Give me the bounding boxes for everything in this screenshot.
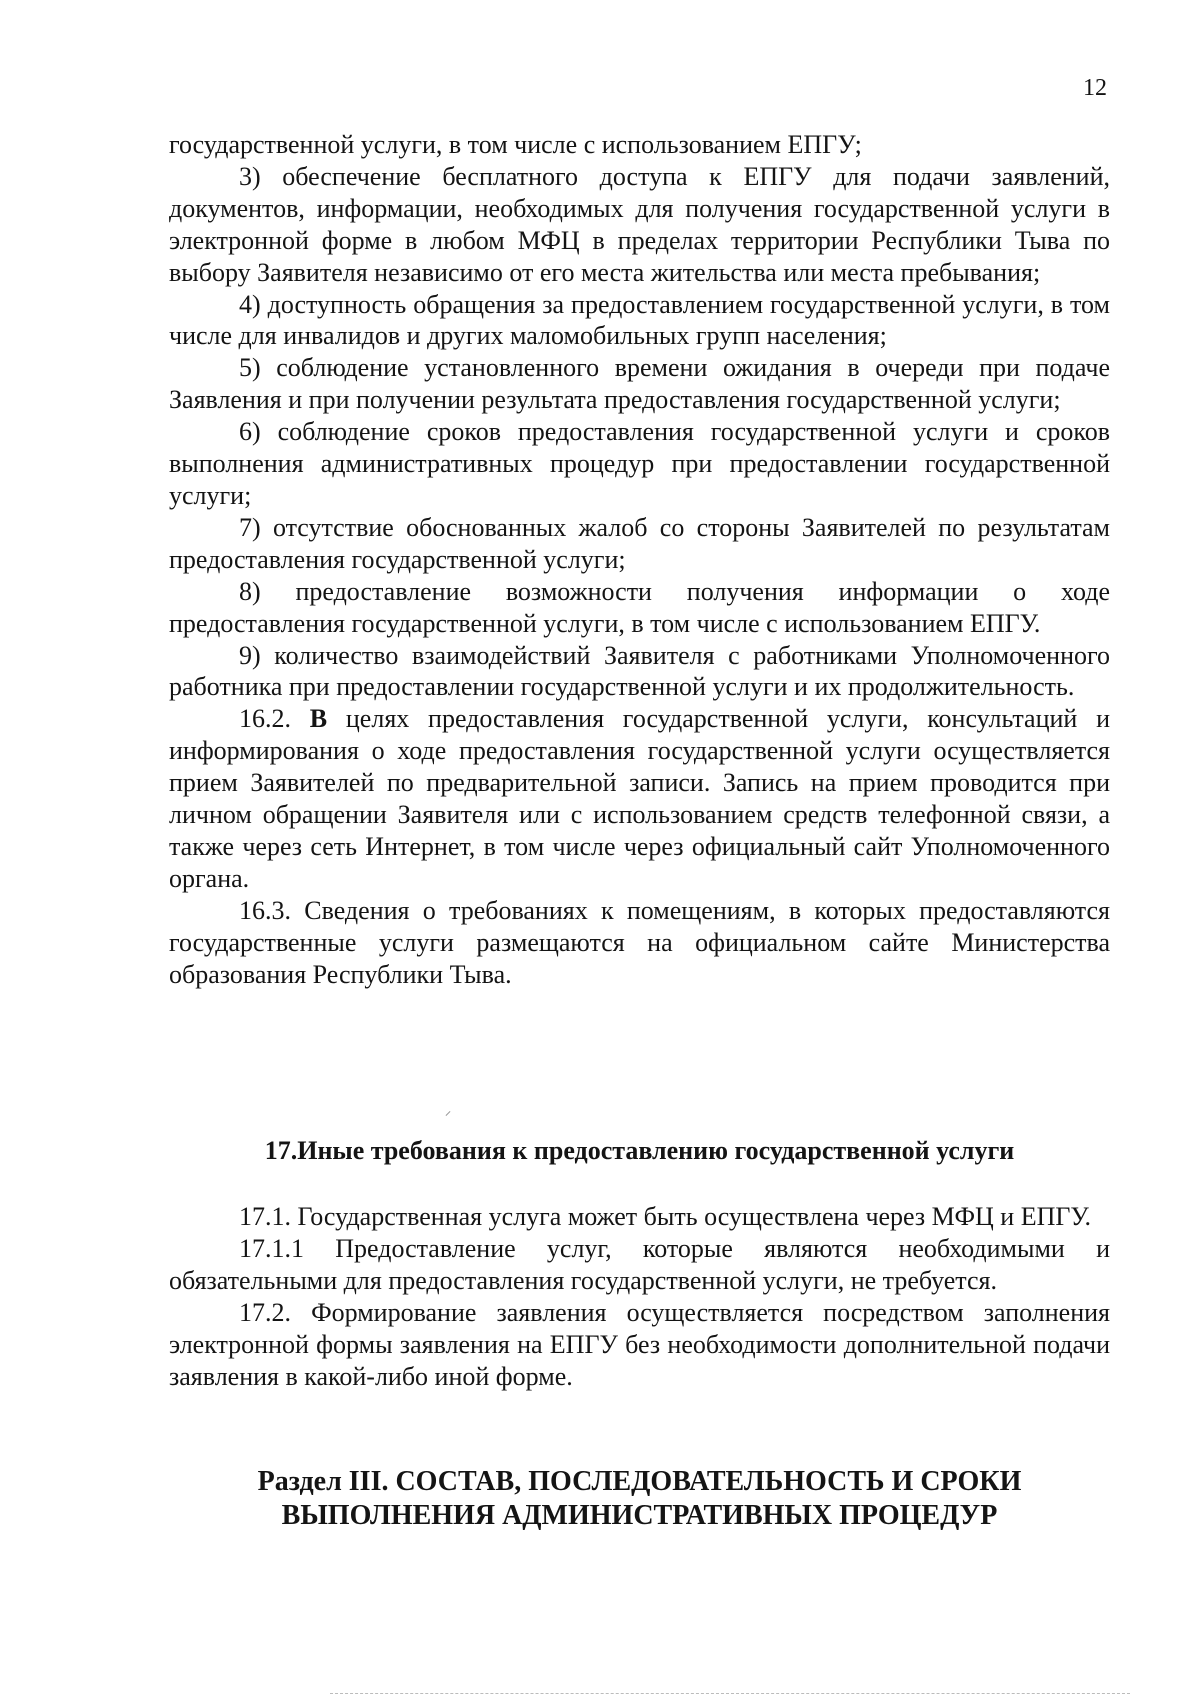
paragraph: 9) количество взаимодействий Заявителя с работниками Уполномоченного работника при предоставлении государственной услуги и их продолжительность. [169, 640, 1110, 702]
paragraph: 5) соблюдение установленного времени ожидания в очереди при подаче Заявления и при получении результата предоставления государственной услуги; [169, 353, 1110, 415]
paragraph-prefix: 16.2. [239, 704, 310, 734]
paragraph: 3) обеспечение бесплатного доступа к ЕПГУ для подачи заявлений, документов, информации, необходимых для получения государственной услуги в электронной форме в любом МФЦ в пределах территории Республики Тыва по выбору Заявителя независимо от его места жительства или места пребывания; [169, 161, 1110, 287]
paragraph: 8) предоставление возможности получения информации о ходе предоставления государственной услуги, в том числе с использованием ЕПГУ. [169, 576, 1110, 638]
text-block-section-16 [169, 129, 1110, 990]
section-title-3 [169, 1465, 1110, 1533]
scan-artifact-line [330, 1693, 1130, 1694]
paragraph-16-2 [169, 703, 1110, 894]
text-block-section-17 [169, 1201, 1110, 1392]
paragraph-rest: целях предоставления государственной услуги, консультаций и информирования о ходе предоставления государственной услуги осуществляется прием Заявителей по предварительной записи. Запись на прием проводится при личном обращении Заявителя или с использованием средств телефонной связи, а также через сеть Интернет, в том числе через официальный сайт Уполномоченного органа. [169, 704, 1111, 893]
section-title-line-2: ВЫПОЛНЕНИЯ АДМИНИСТРАТИВНЫХ ПРОЦЕДУР [281, 1500, 998, 1531]
paragraph: 7) отсутствие обоснованных жалоб со стороны Заявителей по результатам предоставления государственной услуги; [169, 512, 1110, 574]
paragraph: 6) соблюдение сроков предоставления государственной услуги и сроков выполнения административных процедур при предоставлении государственной услуги; [169, 417, 1110, 510]
paragraph: 17.2. Формирование заявления осуществляется посредством заполнения электронной формы заявления на ЕПГУ без необходимости дополнительной подачи заявления в какой-либо иной форме. [169, 1297, 1110, 1391]
paragraph-bold-word: В [309, 704, 328, 734]
paragraph: 4) доступность обращения за предоставлением государственной услуги, в том числе для инвалидов и других маломобильных групп населения; [169, 289, 1110, 351]
page-number: 12 [1083, 75, 1107, 101]
heading-section-17: 17.Иные требования к предоставлению государственной услуги [264, 1136, 1015, 1165]
scan-artifact-mark [446, 1111, 451, 1116]
paragraph: 17.1. Государственная услуга может быть осуществлена через МФЦ и ЕПГУ. [239, 1202, 1092, 1231]
paragraph: 16.3. Сведения о требованиях к помещениям, в которых предоставляются государственные услуги размещаются на официальном сайте Министерства образования Республики Тыва. [169, 895, 1110, 989]
paragraph: 17.1.1 Предоставление услуг, которые являются необходимыми и обязательными для предоставления государственной услуги, не требуется. [169, 1233, 1110, 1295]
paragraph: государственной услуги, в том числе с использованием ЕПГУ; [169, 130, 862, 159]
section-title-line-1: Раздел III. СОСТАВ, ПОСЛЕДОВАТЕЛЬНОСТЬ И СРОКИ [257, 1466, 1022, 1497]
